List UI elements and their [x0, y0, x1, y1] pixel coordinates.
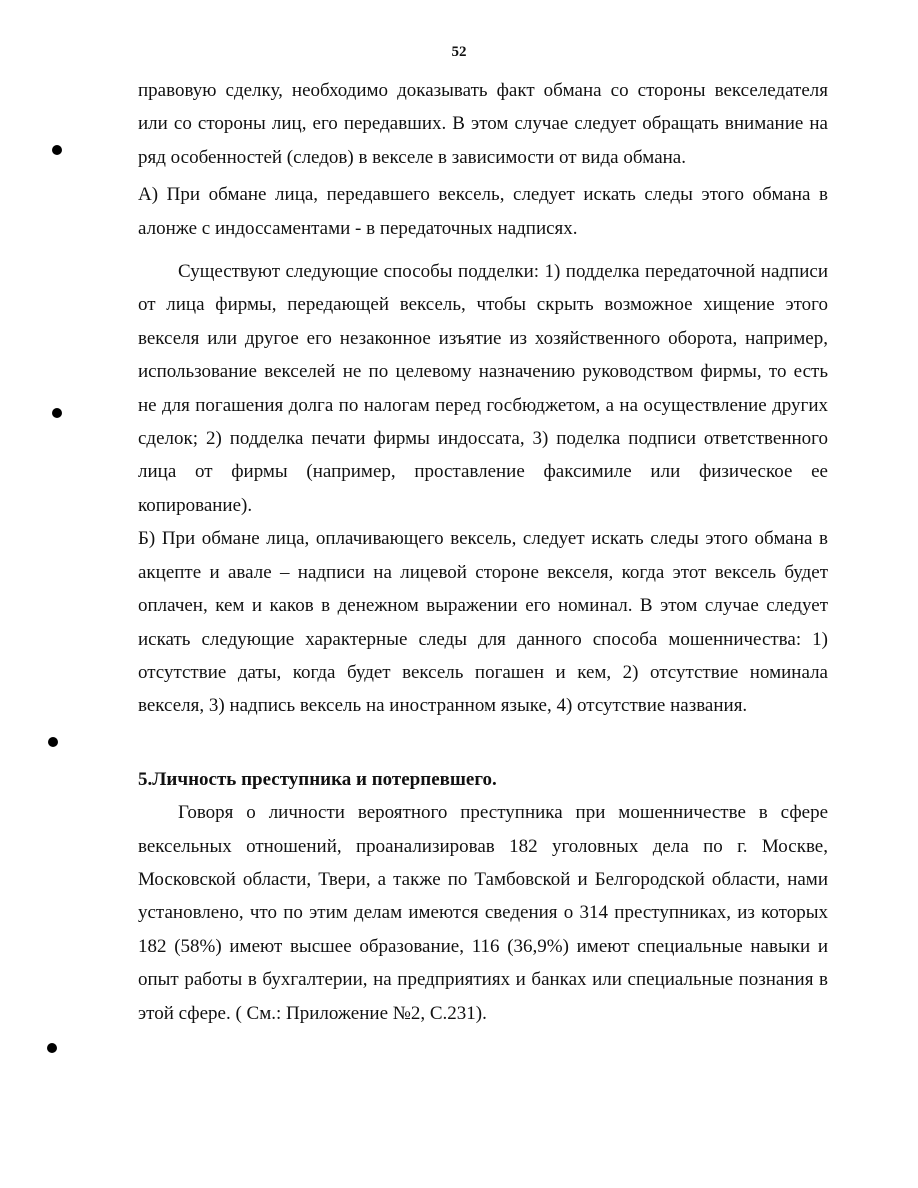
paragraph-case-a: А) При обмане лица, передавшего вексель, следует искать следы этого обмана в алонже с индоссаментами - в передаточных надписях. — [138, 184, 828, 239]
binding-hole-mark — [48, 737, 58, 747]
paragraph-offender-profile: Говоря о личности вероятного преступника при мошенничестве в сфере вексельных отношений, проанализировав 182 уголовных дела по г. Москве, Московской области, Твери, а также по Тамбовской и Белгородской области, нами установлено, что по этим делам имеются сведения о 314 преступниках, из которых 182 (58%) имеют высшее образование, 116 (36,9%) имеют специальные навыки и опыт работы в бухгалтерии, на предприятиях и банках или специальные познания в этой сфере. ( См.: Приложение №2, С.231). — [138, 802, 828, 1024]
binding-hole-mark — [47, 1043, 57, 1053]
paragraph-intro: правовую сделку, необходимо доказывать факт обмана со стороны векселедателя или со стороны лиц, его передавших. В этом случае следует обращать внимание на ряд особенностей (следов) в векселе в зависимости от вида обмана. — [138, 80, 828, 168]
paragraph-case-b: Б) При обмане лица, оплачивающего вексель, следует искать следы этого обмана в акцепте и авале – надписи на лицевой стороне векселя, когда этот вексель будет оплачен, кем и каков в денежном выражении его номинал. В этом случае следует искать следующие характерные следы для данного способа мошенничества: 1) отсутствие даты, когда будет вексель погашен и кем, 2) отсутствие номинала векселя, 3) надпись вексель на иностранном языке, 4) отсутствие названия. — [138, 528, 828, 717]
page-body — [138, 74, 828, 1030]
paragraph-forgery-methods: Существуют следующие способы подделки: 1) подделка передаточной надписи от лица фирмы, передающей вексель, чтобы скрыть возможное хищение этого векселя или другое его незаконное изъятие из хозяйственного оборота, например, использование векселей не по целевому назначению руководством фирмы, то есть не для погашения долга по налогам перед госбюджетом, а на осуществление других сделок; 2) подделка печати фирмы индоссата, 3) поделка подписи ответственного лица от фирмы (например, проставление факсимиле или физическое ее копирование). — [138, 261, 828, 516]
binding-hole-mark — [52, 408, 62, 418]
section-heading: 5.Личность преступника и потерпевшего. — [138, 768, 497, 790]
page-number: 52 — [451, 44, 467, 60]
binding-hole-mark — [52, 145, 62, 155]
